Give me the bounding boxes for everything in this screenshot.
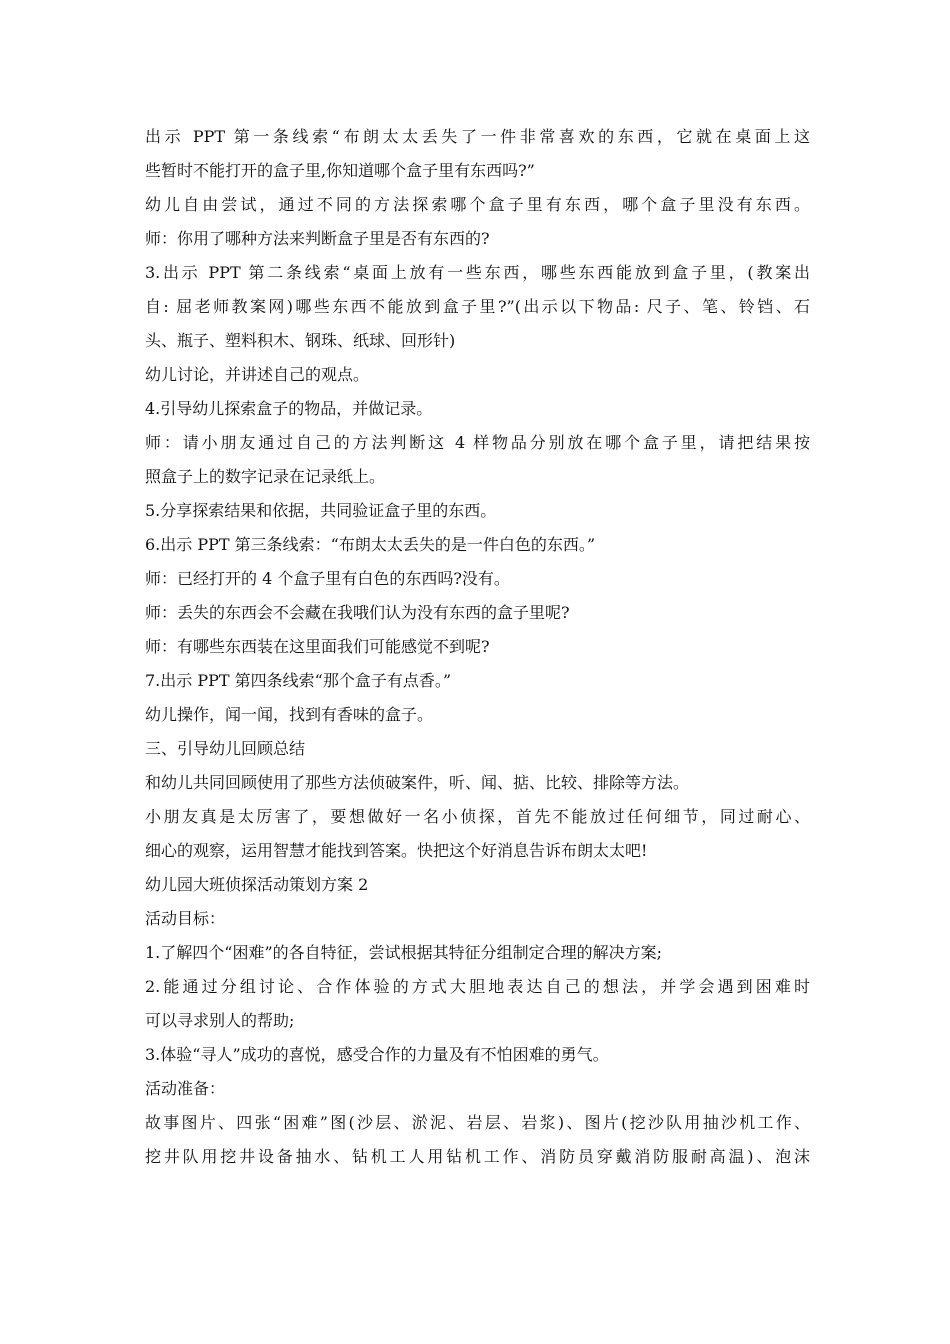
text-line: 幼儿操作，闻一闻，找到有香味的盒子。: [145, 705, 434, 724]
text-line: 3.体验“寻人”成功的喜悦，感受合作的力量及有不怕困难的勇气。: [145, 1045, 609, 1064]
text-line: 师：请小朋友通过自己的方法判断这 4 样物品分别放在哪个盒子里，请把结果按: [145, 433, 810, 452]
text-line: 自: 屈老师教案网)哪些东西不能放到盒子里?”(出示以下物品: 尺子、笔、铃铛、石: [145, 297, 810, 316]
text-line: 6.出示 PPT 第三条线索：“布朗太太丢失的是一件白色的东西。”: [145, 535, 596, 554]
text-line: 和幼儿共同回顾使用了那些方法侦破案件，听、闻、掂、比较、排除等方法。: [145, 773, 690, 792]
text-line: 幼儿园大班侦探活动策划方案 2: [145, 875, 369, 894]
text-line: 5.分享探索结果和依据，共同验证盒子里的东西。: [145, 501, 497, 520]
text-line: 头、瓶子、塑料积木、钢珠、纸球、回形针): [145, 331, 456, 350]
text-line: 师：有哪些东西装在这里面我们可能感觉不到呢?: [145, 637, 490, 656]
text-line: 小朋友真是太厉害了，要想做好一名小侦探，首先不能放过任何细节，同过耐心、: [145, 807, 810, 826]
text-line: 师：你用了哪种方法来判断盒子里是否有东西的?: [145, 229, 490, 248]
text-line: 故事图片、四张“困难”图(沙层、淤泥、岩层、岩浆)、图片(挖沙队用抽沙机工作、: [145, 1113, 810, 1132]
text-line: 出示 PPT 第一条线索“布朗太太丢失了一件非常喜欢的东西，它就在桌面上这: [145, 127, 810, 146]
text-line: 挖井队用挖井设备抽水、钻机工人用钻机工作、消防员穿戴消防服耐高温)、泡沫: [145, 1147, 810, 1166]
text-line: 可以寻求别人的帮助;: [145, 1011, 295, 1030]
text-line: 些暂时不能打开的盒子里,你知道哪个盒子里有东西吗?”: [145, 161, 535, 180]
text-line: 7.出示 PPT 第四条线索“那个盒子有点香。”: [145, 671, 452, 690]
text-line: 幼儿讨论，并讲述自己的观点。: [145, 365, 370, 384]
text-line: 活动目标：: [145, 909, 226, 928]
text-line: 幼儿自由尝试，通过不同的方法探索哪个盒子里有东西，哪个盒子里没有东西。: [145, 195, 810, 214]
document-body: [145, 120, 810, 1174]
text-line: 2.能通过分组讨论、合作体验的方式大胆地表达自己的想法，并学会遇到困难时: [145, 977, 810, 996]
text-line: 3.出示 PPT 第二条线索“桌面上放有一些东西，哪些东西能放到盒子里，(教案出: [145, 263, 810, 282]
text-line: 1.了解四个“困难”的各自特征，尝试根据其特征分组制定合理的解决方案;: [145, 943, 663, 962]
text-line: 三、引导幼儿回顾总结: [145, 739, 306, 758]
text-line: 师：已经打开的 4 个盒子里有白色的东西吗?没有。: [145, 569, 510, 588]
text-line: 照盒子上的数字记录在记录纸上。: [145, 467, 386, 486]
text-line: 师：丢失的东西会不会藏在我哦们认为没有东西的盒子里呢?: [145, 603, 570, 622]
text-line: 细心的观察，运用智慧才能找到答案。快把这个好消息告诉布朗太太吧!: [145, 841, 648, 860]
text-line: 活动准备：: [145, 1079, 226, 1098]
text-line: 4.引导幼儿探索盒子的物品，并做记录。: [145, 399, 433, 418]
